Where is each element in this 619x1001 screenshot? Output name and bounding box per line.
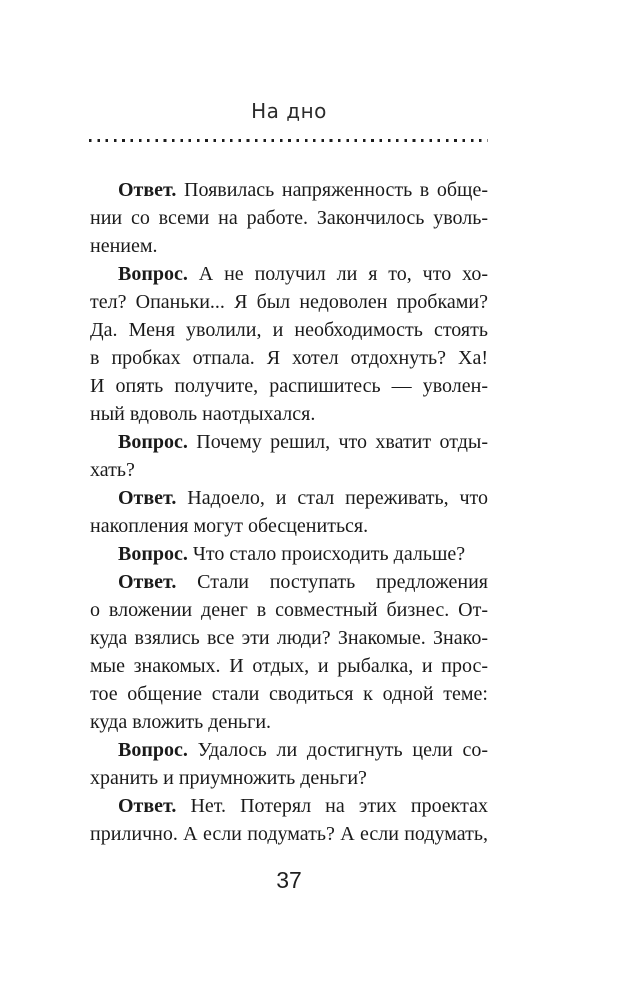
text-line: мые знакомых. И отдых, и рыбалка, и прос- xyxy=(90,655,488,677)
text-line: в пробках отпала. Я хотел отдохнуть? Ха! xyxy=(90,347,488,369)
speaker-label: Вопрос. xyxy=(118,431,188,453)
text-line: накопления могут обесцениться. xyxy=(90,515,369,537)
text-line: Вопрос. А не получил ли я то, что хо- xyxy=(118,263,488,285)
dotted-divider xyxy=(89,139,488,142)
text-line: хранить и приумножить деньги? xyxy=(90,767,367,789)
text-line: И опять получите, распишитесь — уволен- xyxy=(90,375,488,397)
speaker-label: Вопрос. xyxy=(118,263,188,285)
speaker-label: Вопрос. xyxy=(118,739,188,761)
text-line: тое общение стали сводиться к одной теме: xyxy=(90,683,488,705)
running-head: На дно xyxy=(251,99,327,123)
page-number: 37 xyxy=(276,867,302,893)
speaker-label: Вопрос. xyxy=(118,543,188,565)
text-line: Да. Меня уволили, и необходимость стоять xyxy=(90,319,488,341)
speaker-label: Ответ. xyxy=(118,571,177,593)
text-line: о вложении денег в совместный бизнес. От- xyxy=(90,599,488,621)
text-line: Ответ. Появилась напряженность в обще- xyxy=(118,179,488,201)
text-line: нением. xyxy=(90,235,158,257)
text-line: нии со всеми на работе. Закончилось уволь- xyxy=(90,207,488,229)
text-line: Ответ. Нет. Потерял на этих проектах xyxy=(118,795,488,817)
text-line: Вопрос. Удалось ли достигнуть цели со- xyxy=(118,739,488,761)
text-line: тел? Опаньки... Я был недоволен пробками? xyxy=(90,291,488,313)
speaker-label: Ответ. xyxy=(118,487,177,509)
text-line: Вопрос. Что стало происходить дальше? xyxy=(118,543,466,565)
speaker-label: Ответ. xyxy=(118,179,177,201)
text-line: Ответ. Надоело, и стал переживать, что xyxy=(118,487,488,509)
text-line: ный вдоволь наотдыхался. xyxy=(90,403,316,425)
text-line: куда вложить деньги. xyxy=(90,711,272,733)
text-line: прилично. А если подумать? А если подумать, xyxy=(90,823,488,845)
text-block xyxy=(90,176,488,848)
text-line: Вопрос. Почему решил, что хватит отды- xyxy=(118,431,488,453)
text-line: куда взялись все эти люди? Знакомые. Знако- xyxy=(90,627,488,649)
speaker-label: Ответ. xyxy=(118,795,177,817)
text-line: Ответ. Стали поступать предложения xyxy=(118,571,488,593)
text-line: хать? xyxy=(90,459,135,481)
